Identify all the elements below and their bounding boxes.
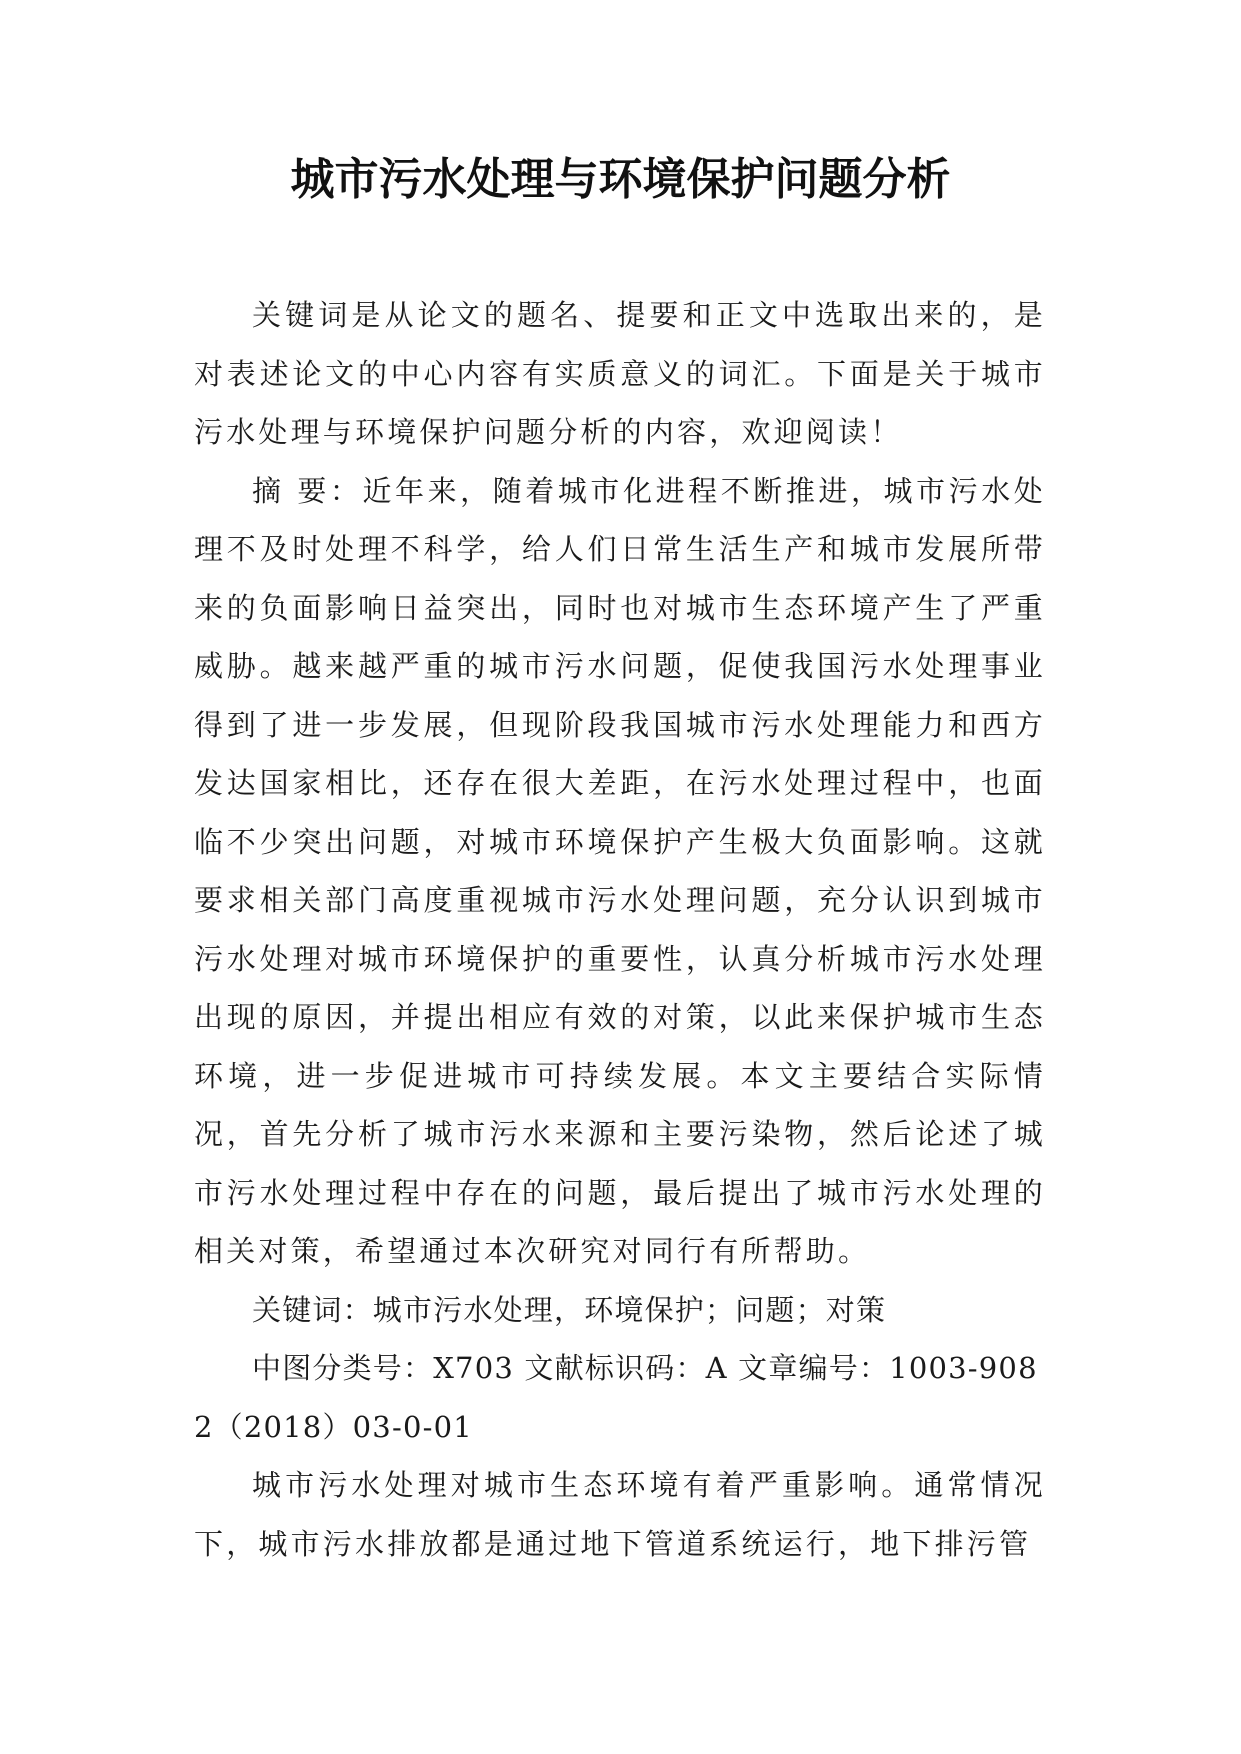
document-body	[194, 286, 1046, 1573]
classification-line: 中图分类号：X703 文献标识码：A 文章编号：1003-9082（2018）03-0-01	[194, 1351, 1038, 1444]
document-title: 城市污水处理与环境保护问题分析	[290, 154, 951, 205]
intro-paragraph: 关键词是从论文的题名、提要和正文中选取出来的，是对表述论文的中心内容有实质意义的词汇。下面是关于城市污水处理与环境保护问题分析的内容，欢迎阅读！	[194, 298, 1046, 449]
abstract-paragraph: 摘 要：近年来，随着城市化进程不断推进，城市污水处理不及时处理不科学，给人们日常生活生产和城市发展所带来的负面影响日益突出，同时也对城市生态环境产生了严重威胁。越来越严重的城市污水问题，促使我国污水处理事业得到了进一步发展，但现阶段我国城市污水处理能力和西方发达国家相比，还存在很大差距，在污水处理过程中，也面临不少突出问题，对城市环境保护产生极大负面影响。这就要求相关部门高度重视城市污水处理问题，充分认识到城市污水处理对城市环境保护的重要性，认真分析城市污水处理出现的原因，并提出相应有效的对策，以此来保护城市生态环境，进一步促进城市可持续发展。本文主要结合实际情况，首先分析了城市污水来源和主要污染物，然后论述了城市污水处理过程中存在的问题，最后提出了城市污水处理的相关对策，希望通过本次研究对同行有所帮助。	[194, 473, 1046, 1268]
body-paragraph: 城市污水处理对城市生态环境有着严重影响。通常情况下，城市污水排放都是通过地下管道系统运行，地下排污管	[194, 1468, 1046, 1561]
keywords-line: 关键词：城市污水处理，环境保护；问题；对策	[252, 1292, 887, 1327]
